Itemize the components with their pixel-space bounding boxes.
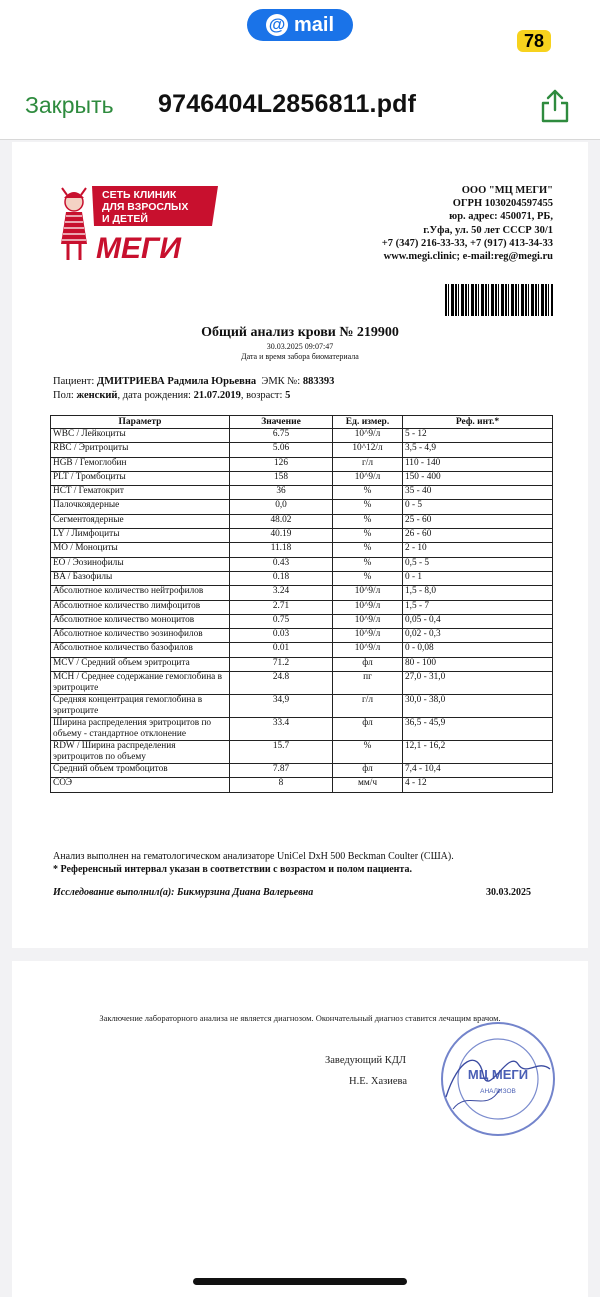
home-indicator[interactable] bbox=[193, 1278, 407, 1285]
table-row bbox=[51, 718, 553, 741]
cell-unit: 10^9/л bbox=[333, 643, 403, 657]
svg-text:МЦ МЕГИ: МЦ МЕГИ bbox=[467, 1067, 529, 1082]
org-phones: +7 (347) 216-33-33, +7 (917) 413-34-33 bbox=[381, 237, 553, 249]
cell-param: MO / Моноциты bbox=[51, 543, 230, 557]
emk-number: 883393 bbox=[302, 376, 335, 387]
table-row bbox=[51, 741, 553, 764]
org-ogrn: ОГРН 1030204597455 bbox=[452, 198, 553, 210]
table-row bbox=[51, 443, 553, 457]
table-row bbox=[51, 457, 553, 471]
disclaimer: Заключение лабораторного анализа не является диагнозом. Окончательный диагноз ставится лечащим врачом. bbox=[99, 1013, 501, 1023]
cell-ref: 26 - 60 bbox=[403, 529, 553, 543]
cell-ref: 7,4 - 10,4 bbox=[403, 764, 553, 778]
table-row bbox=[51, 600, 553, 614]
cell-value: 24.8 bbox=[230, 672, 333, 695]
sex-label: Пол: bbox=[53, 390, 74, 401]
svg-text:ДЛЯ ВЗРОСЛЫХ: ДЛЯ ВЗРОСЛЫХ bbox=[102, 201, 189, 213]
mail-app-pill[interactable] bbox=[247, 9, 353, 41]
cell-value: 158 bbox=[230, 471, 333, 485]
cell-value: 3.24 bbox=[230, 586, 333, 600]
cell-ref: 27,0 - 31,0 bbox=[403, 672, 553, 695]
header-unit: Ед. измер. bbox=[333, 416, 403, 429]
table-row bbox=[51, 778, 553, 792]
patient-name: ДМИТРИЕВА Радмила Юрьевна bbox=[96, 376, 257, 387]
cell-unit: 10^9/л bbox=[333, 629, 403, 643]
patient-age: 5 bbox=[285, 390, 291, 401]
cell-unit: % bbox=[333, 741, 403, 764]
cell-ref: 12,1 - 16,2 bbox=[403, 741, 553, 764]
cell-param: Абсолютное количество базофилов bbox=[51, 643, 230, 657]
table-row bbox=[51, 764, 553, 778]
cell-ref: 25 - 60 bbox=[403, 514, 553, 528]
results-table bbox=[50, 415, 553, 793]
analyzer-note: Анализ выполнен на гематологическом анализаторе UniCel DxH 500 Beckman Coulter (США). bbox=[53, 851, 454, 862]
cell-param: Средний объем тромбоцитов bbox=[51, 764, 230, 778]
table-row bbox=[51, 514, 553, 528]
cell-ref: 5 - 12 bbox=[403, 429, 553, 443]
svg-text:И ДЕТЕЙ: И ДЕТЕЙ bbox=[102, 213, 148, 225]
cell-param: BA / Базофилы bbox=[51, 571, 230, 585]
cell-param: Абсолютное количество лимфоцитов bbox=[51, 600, 230, 614]
svg-text:СЕТЬ КЛИНИК: СЕТЬ КЛИНИК bbox=[102, 189, 177, 201]
status-bar bbox=[0, 0, 600, 68]
performed-by: Исследование выполнил(а): Бикмурзина Диана Валерьевна bbox=[53, 887, 314, 898]
cell-ref: 3,5 - 4,9 bbox=[403, 443, 553, 457]
cell-param: Средняя концентрация гемоглобина в эритроците bbox=[51, 695, 230, 718]
cell-unit: % bbox=[333, 514, 403, 528]
cell-param: Абсолютное количество моноцитов bbox=[51, 614, 230, 628]
cell-ref: 0 - 5 bbox=[403, 500, 553, 514]
at-icon: @ bbox=[266, 14, 288, 36]
dob-label: , дата рождения: bbox=[117, 390, 191, 401]
table-row bbox=[51, 643, 553, 657]
cell-ref: 2 - 10 bbox=[403, 543, 553, 557]
cell-value: 11.18 bbox=[230, 543, 333, 557]
cell-unit: 10^9/л bbox=[333, 614, 403, 628]
table-row bbox=[51, 486, 553, 500]
close-button[interactable]: Закрыть bbox=[25, 92, 114, 118]
document-title: Общий анализ крови № 219900 bbox=[201, 325, 399, 340]
cell-param: MCV / Средний объем эритроцита bbox=[51, 657, 230, 671]
cell-ref: 0,02 - 0,3 bbox=[403, 629, 553, 643]
cell-param: Палочкоядерные bbox=[51, 500, 230, 514]
patient-dob: 21.07.2019 bbox=[193, 390, 241, 401]
cell-param: RBC / Эритроциты bbox=[51, 443, 230, 457]
cell-ref: 110 - 140 bbox=[403, 457, 553, 471]
cell-ref: 150 - 400 bbox=[403, 471, 553, 485]
sample-datetime: 30.03.2025 09:07:47 bbox=[266, 342, 334, 351]
table-row bbox=[51, 695, 553, 718]
cell-value: 126 bbox=[230, 457, 333, 471]
cell-unit: 10^9/л bbox=[333, 471, 403, 485]
cell-value: 0.01 bbox=[230, 643, 333, 657]
head-of-lab-name: Н.Е. Хазиева bbox=[349, 1076, 408, 1087]
cell-value: 15.7 bbox=[230, 741, 333, 764]
table-row bbox=[51, 429, 553, 443]
table-row bbox=[51, 629, 553, 643]
cell-value: 0.18 bbox=[230, 571, 333, 585]
clinic-stamp bbox=[438, 1019, 558, 1139]
table-row bbox=[51, 672, 553, 695]
cell-value: 5.06 bbox=[230, 443, 333, 457]
svg-text:МЕГИ: МЕГИ bbox=[96, 232, 181, 265]
cell-value: 0.75 bbox=[230, 614, 333, 628]
cell-ref: 0 - 0,08 bbox=[403, 643, 553, 657]
pdf-page-1 bbox=[12, 142, 588, 948]
share-icon[interactable] bbox=[538, 88, 572, 124]
header-param: Параметр bbox=[51, 416, 230, 429]
cell-param: Сегментоядерные bbox=[51, 514, 230, 528]
cell-unit: % bbox=[333, 557, 403, 571]
sample-datetime-label: Дата и время забора биоматериала bbox=[241, 352, 359, 361]
patient-label: Пациент: bbox=[53, 376, 95, 387]
cell-value: 8 bbox=[230, 778, 333, 792]
battery-indicator: 78 bbox=[517, 30, 551, 52]
org-web: www.megi.clinic; e-mail:reg@megi.ru bbox=[383, 251, 553, 263]
cell-unit: 10^9/л bbox=[333, 586, 403, 600]
cell-ref: 35 - 40 bbox=[403, 486, 553, 500]
cell-param: RDW / Ширина распределения эритроцитов по объему bbox=[51, 741, 230, 764]
cell-param: MCH / Среднее содержание гемоглобина в эритроците bbox=[51, 672, 230, 695]
cell-unit: г/л bbox=[333, 695, 403, 718]
cell-unit: 10^12/л bbox=[333, 443, 403, 457]
cell-param: Абсолютное количество нейтрофилов bbox=[51, 586, 230, 600]
table-row bbox=[51, 557, 553, 571]
cell-unit: % bbox=[333, 571, 403, 585]
cell-value: 7.87 bbox=[230, 764, 333, 778]
table-row bbox=[51, 586, 553, 600]
table-row bbox=[51, 657, 553, 671]
cell-ref: 1,5 - 8,0 bbox=[403, 586, 553, 600]
cell-value: 6.75 bbox=[230, 429, 333, 443]
reference-note: * Референсный интервал указан в соответствии с возрастом и полом пациента. bbox=[53, 864, 412, 875]
cell-value: 33.4 bbox=[230, 718, 333, 741]
megi-logo bbox=[54, 180, 224, 266]
cell-unit: 10^9/л bbox=[333, 600, 403, 614]
cell-unit: % bbox=[333, 529, 403, 543]
cell-param: HGB / Гемоглобин bbox=[51, 457, 230, 471]
viewer-header bbox=[0, 68, 600, 140]
cell-param: LY / Лимфоциты bbox=[51, 529, 230, 543]
patient-info bbox=[53, 375, 334, 403]
patient-sex: женский bbox=[76, 390, 118, 401]
cell-unit: фл bbox=[333, 764, 403, 778]
org-name: ООО "МЦ МЕГИ" bbox=[461, 185, 553, 196]
cell-ref: 80 - 100 bbox=[403, 657, 553, 671]
cell-ref: 1,5 - 7 bbox=[403, 600, 553, 614]
cell-param: HCT / Гематокрит bbox=[51, 486, 230, 500]
org-address2: г.Уфа, ул. 50 лет СССР 30/1 bbox=[423, 224, 553, 236]
cell-unit: мм/ч bbox=[333, 778, 403, 792]
cell-value: 0.03 bbox=[230, 629, 333, 643]
cell-unit: % bbox=[333, 486, 403, 500]
table-row bbox=[51, 500, 553, 514]
cell-ref: 30,0 - 38,0 bbox=[403, 695, 553, 718]
table-row bbox=[51, 614, 553, 628]
cell-unit: пг bbox=[333, 672, 403, 695]
header-ref: Реф. инт.* bbox=[403, 416, 553, 429]
svg-text:АНАЛИЗОВ: АНАЛИЗОВ bbox=[480, 1088, 516, 1095]
mail-label: mail bbox=[293, 13, 335, 36]
table-row bbox=[51, 571, 553, 585]
head-of-lab-title: Заведующий КДЛ bbox=[325, 1055, 407, 1066]
cell-unit: фл bbox=[333, 657, 403, 671]
cell-value: 34,9 bbox=[230, 695, 333, 718]
cell-ref: 0,5 - 5 bbox=[403, 557, 553, 571]
header-value: Значение bbox=[230, 416, 333, 429]
cell-value: 71.2 bbox=[230, 657, 333, 671]
cell-value: 2.71 bbox=[230, 600, 333, 614]
cell-ref: 4 - 12 bbox=[403, 778, 553, 792]
barcode bbox=[445, 284, 553, 316]
table-row bbox=[51, 543, 553, 557]
cell-param: Ширина распределения эритроцитов по объему - стандартное отклонение bbox=[51, 718, 230, 741]
pdf-page-2 bbox=[12, 961, 588, 1297]
emk-label: ЭМК №: bbox=[261, 376, 301, 387]
cell-ref: 0,05 - 0,4 bbox=[403, 614, 553, 628]
file-name-title: 9746404L2856811.pdf bbox=[158, 90, 417, 118]
table-row bbox=[51, 471, 553, 485]
cell-param: PLT / Тромбоциты bbox=[51, 471, 230, 485]
cell-param: Абсолютное количество эозинофилов bbox=[51, 629, 230, 643]
performed-date: 30.03.2025 bbox=[486, 887, 531, 898]
cell-value: 36 bbox=[230, 486, 333, 500]
cell-value: 48.02 bbox=[230, 514, 333, 528]
table-row bbox=[51, 529, 553, 543]
cell-value: 40.19 bbox=[230, 529, 333, 543]
table-header-row bbox=[51, 416, 553, 429]
cell-unit: 10^9/л bbox=[333, 429, 403, 443]
cell-param: EO / Эозинофилы bbox=[51, 557, 230, 571]
age-label: , возраст: bbox=[240, 390, 283, 401]
cell-param: СОЭ bbox=[51, 778, 230, 792]
org-address1: юр. адрес: 450071, РБ, bbox=[449, 211, 553, 223]
cell-unit: % bbox=[333, 543, 403, 557]
cell-unit: г/л bbox=[333, 457, 403, 471]
organization-info bbox=[382, 184, 553, 263]
cell-unit: % bbox=[333, 500, 403, 514]
cell-value: 0.43 bbox=[230, 557, 333, 571]
cell-ref: 0 - 1 bbox=[403, 571, 553, 585]
cell-value: 0,0 bbox=[230, 500, 333, 514]
cell-unit: фл bbox=[333, 718, 403, 741]
cell-param: WBC / Лейкоциты bbox=[51, 429, 230, 443]
cell-ref: 36,5 - 45,9 bbox=[403, 718, 553, 741]
